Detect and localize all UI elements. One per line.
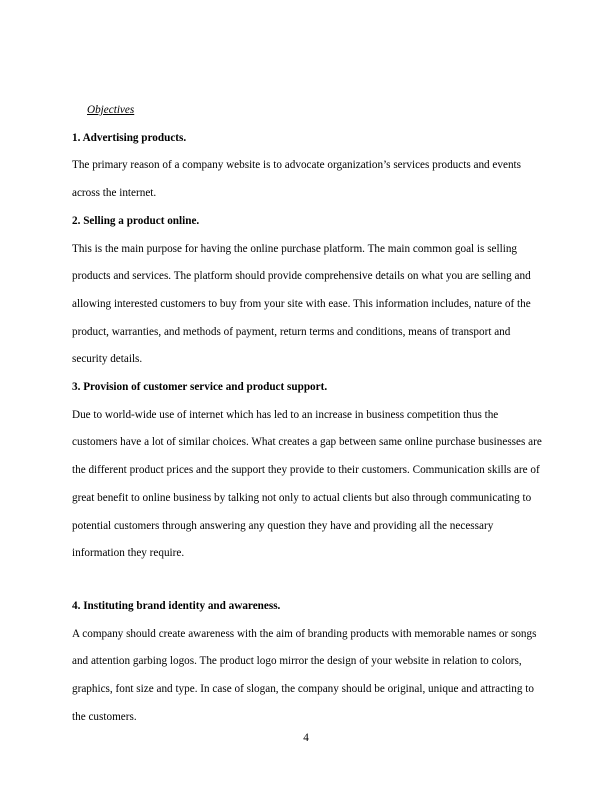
section-2-heading: 2. Selling a product online. xyxy=(72,214,200,227)
section-4-paragraph: A company should create awareness with the aim of branding products with memorable names or songs and attention garbing logos. The product logo mirror the design of your website in relation to colors, graphics, font size and type. In case of slogan, the company should be original, unique and attracting to the customers. xyxy=(72,627,537,723)
section-1-heading: 1. Advertising products. xyxy=(72,131,187,144)
section-3-heading: 3. Provision of customer service and product support. xyxy=(72,381,328,394)
document-body xyxy=(72,97,546,731)
section-2-paragraph: This is the main purpose for having the online purchase platform. The main common goal is selling products and services. The platform should provide comprehensive details on what you are selling and allowing interested customers to buy from your site with ease. This information includes, nature of the product, warranties, and methods of payment, return terms and conditions, means of transport and security details. xyxy=(72,242,531,366)
section-4-heading: 4. Instituting brand identity and awareness. xyxy=(72,599,281,612)
section-1-paragraph: The primary reason of a company website is to advocate organization’s services products and events across the internet. xyxy=(72,159,522,200)
page-number: 4 xyxy=(303,732,309,744)
section-gap xyxy=(72,568,546,593)
objectives-subheading: Objectives xyxy=(87,104,135,116)
section-3-paragraph: Due to world-wide use of internet which has led to an increase in business competition thus the customers have a lot of similar choices. What creates a gap between same online purchase businesses are the different product prices and the support they provide to their customers. Communication skills are of great benefit to online business by talking not only to actual clients but also through communicating to potential customers through answering any question they have and providing all the necessary information they require. xyxy=(72,408,542,560)
